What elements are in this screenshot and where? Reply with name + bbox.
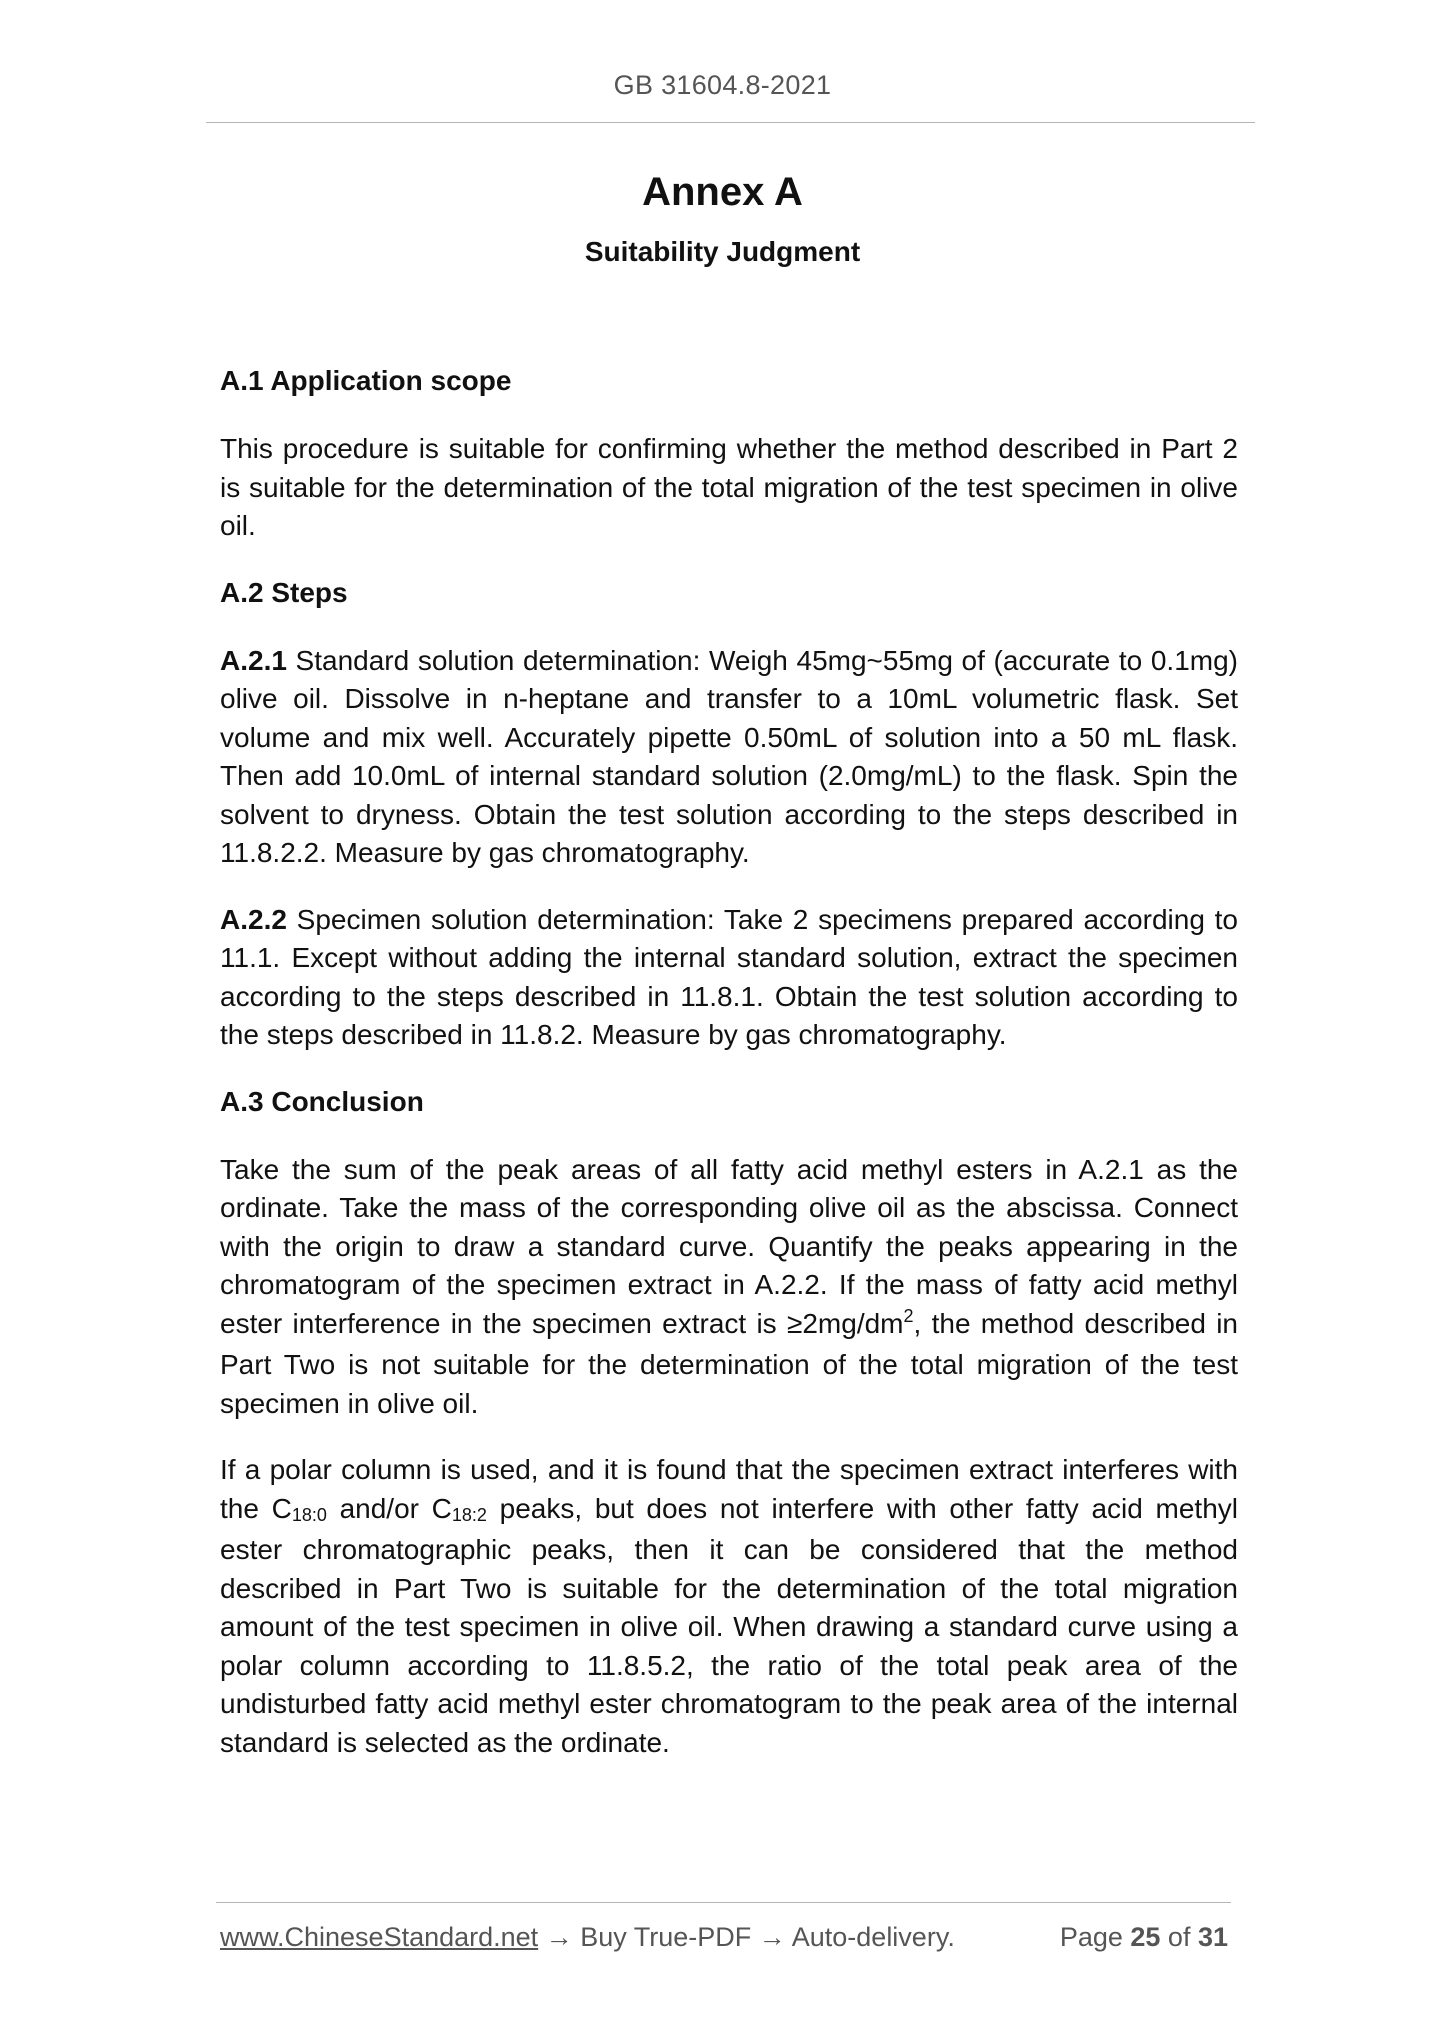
footer-divider [216,1902,1231,1903]
website-link[interactable]: www.ChineseStandard.net [220,1922,539,1952]
clause-a21-label: A.2.1 [220,644,287,676]
clause-a22-text: Specimen solution determination: Take 2 specimens prepared according to 11.1. Except without adding the internal standard solution, extract the specimen according to the steps described in 11.8.1. Obtain the test solution according to the steps described in 11.8.2. Measure by gas chromatography. [220,903,1238,1050]
section-a1-heading: A.1 Application scope [220,365,512,396]
clause-a21-text: Standard solution determination: Weigh 45mg~55mg of (accurate to 0.1mg) olive oil. Dissolve in n-heptane and transfer to a 10mL volumetric flask. Set volume and mix well. Accurately pipette 0.50mL of solution into a 50 mL flask. Then add 10.0mL of internal standard solution (2.0mg/mL) to the flask. Spin the solvent to dryness. Obtain the test solution according to the steps described in 11.8.2.2. Measure by gas chromatography. [220,644,1238,868]
section-a1-text: This procedure is suitable for confirming whether the method described in Part 2 is suitable for the determination of the total migration of the test specimen in olive oil. [220,433,1238,541]
conclusion-p2-part3: peaks, but does not interfere with other fatty acid methyl ester chromatographic peaks, then it can be considered that the method described in Part Two is suitable for the determination of the total migration amount of the test specimen in olive oil. When drawing a standard curve using a polar column according to 11.8.5.2, the ratio of the total peak area of the undisturbed fatty acid methyl ester chromatogram to the peak area of the internal standard is selected as the ordinate. [220,1492,1238,1758]
page-total: 31 [1197,1922,1228,1952]
conclusion-paragraph-1 [220,1151,1238,1424]
header-divider [206,122,1255,123]
footer-tagline: → Buy True-PDF → Auto-delivery. [538,1922,955,1952]
section-a3-heading: A.3 Conclusion [220,1085,424,1117]
clause-a22 [220,901,1238,1055]
superscript-exponent: 2 [903,1305,914,1326]
clause-a21 [220,642,1238,873]
section-a2-heading: A.2 Steps [220,576,348,608]
subscript-c18-2: 18:2 [451,1504,487,1525]
page-of-label: of [1160,1922,1198,1952]
conclusion-p2-part2: and/or C [326,1492,452,1524]
clause-a22-label: A.2.2 [220,903,287,935]
conclusion-paragraph-2 [220,1451,1238,1762]
annex-title: Annex A [642,170,803,214]
page-label: Page [1059,1922,1131,1952]
page-footer [220,1922,1228,1953]
page-indicator [1060,1922,1228,1953]
subscript-c18-0: 18:0 [291,1504,327,1525]
page-current: 25 [1130,1922,1161,1952]
document-code: GB 31604.8-2021 [613,70,832,100]
conclusion-p1-text: Take the sum of the peak areas of all fatty acid methyl esters in A.2.1 as the ordinate. Take the mass of the corresponding olive oil as the abscissa. Connect with the origin to draw a standard curve. Quantify the peaks appearing in the chromatogram of the specimen extract in A.2.2. If the mass of fatty acid methyl ester interference in the specimen extract is ≥2mg/dm [220,1153,1238,1339]
document-body [220,362,1238,1762]
conclusion-p1-tail: , the method described in Part Two is not suitable for the determination of the total migration of the test specimen in olive oil. [220,1307,1238,1419]
annex-subtitle: Suitability Judgment [584,236,861,267]
conclusion-p2-part1: If a polar column is used, and it is found that the specimen extract interferes with the C [220,1454,1238,1524]
